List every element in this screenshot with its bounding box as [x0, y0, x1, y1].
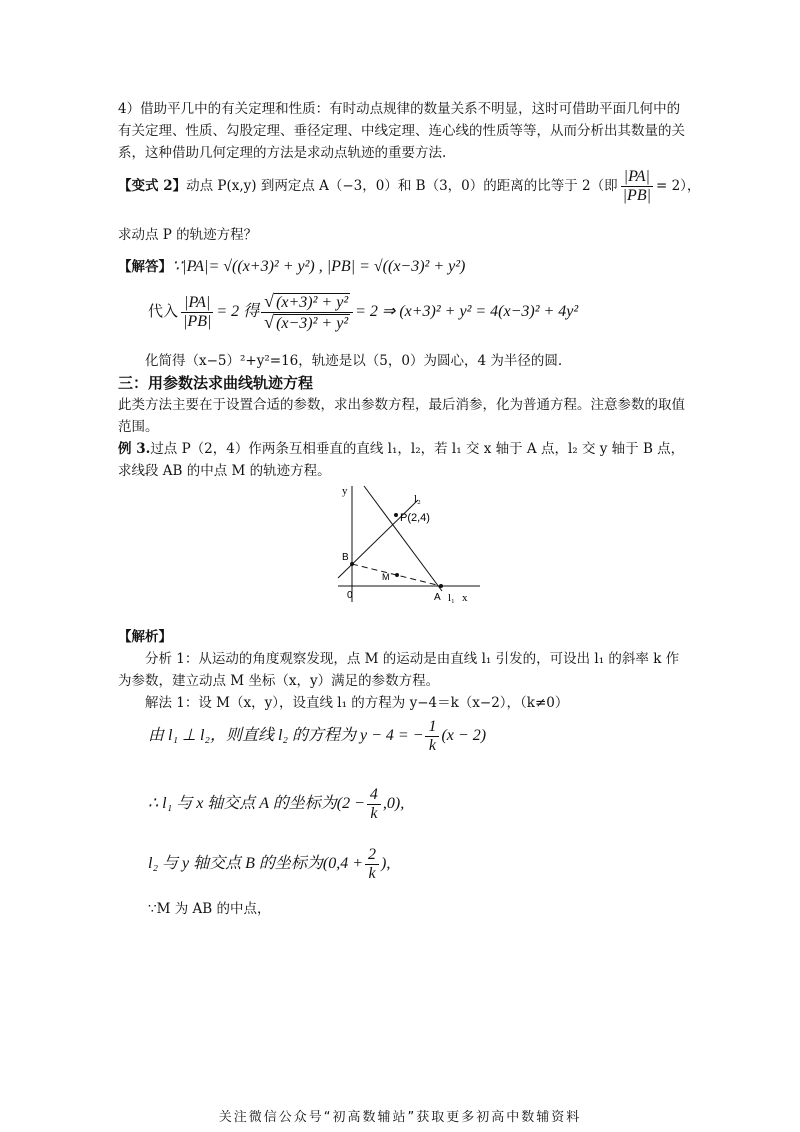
ratio-fraction: $\frac{|PA|}{|PB|}$ — [622, 168, 651, 204]
paragraph-method-4: 4）借助平几中的有关定理和性质：有时动点规律的数量关系不明显，这时可借助平面几何中的有关定理、性质、勾股定理、垂径定理、中线定理、连心线的性质等等，从而分析出其数量的关系，这种借助几何定理的方法是求动点轨迹的重要方法. — [118, 101, 685, 161]
label-origin: 0 — [347, 590, 353, 601]
label-m: M — [382, 572, 390, 582]
line-l1 — [364, 486, 442, 591]
label-l1: l₁ — [448, 592, 455, 604]
answer-root-fraction: $\frac{\text{√ (x+3)² + y²}}{\text{√ (x−3)² + y²}}$ — [261, 292, 353, 333]
point-b — [350, 562, 354, 566]
midpoint-line: ∵M 为 AB 的中点， — [148, 901, 271, 917]
answer-ratio-fraction: $\frac{|PA|}{|PB|}$ — [183, 294, 212, 330]
section-3-text: 此类方法主要在于设置合适的参数，求出参数方程，最后消参，化为普通方程。注意参数的取值范围。 — [118, 397, 685, 435]
label-y: y — [342, 485, 348, 497]
label-x: x — [462, 592, 468, 604]
example-3-label: 例 3. — [118, 441, 151, 457]
label-a: A — [434, 592, 441, 603]
label-p: P(2,4) — [400, 512, 430, 524]
variant-2-label: 【变式 2】 — [118, 178, 187, 194]
point-m — [395, 573, 399, 577]
point-p — [394, 513, 398, 517]
variant-2-text: 动点 P(x,y) 到两定点 A（−3，0）和 B（3，0）的距离的比等于 2（即 — [186, 178, 618, 194]
solution-1: 解法 1：设 M（x，y），设直线 l₁ 的方程为 y−4＝k（x−2），（k≠0） — [145, 695, 569, 711]
answer-line-3: 化简得（x−5）²+y²=16，轨迹是以（5，0）为圆心，4 为半径的圆. — [145, 353, 563, 369]
answer-label: 【解答】 — [118, 259, 172, 275]
footer-promo: 关注微信公众号“初高数辅站”获取更多初高中数辅资料 — [218, 1110, 582, 1125]
answer-line-1: 【解答】∵|PA|= √((x+3)² + y²) , |PB| = √((x−3)² + y²) — [118, 258, 466, 275]
answer-line-2: 代入 $\frac{|PA|}{|PB|}$ = 2 得 $\frac{\text{√ (x+3)² + y²}}{\text{√ (x−3)² + y²}}$ = 2 ⇒ (x+3)² + y² = 4(x−3)² + 4y² — [148, 291, 579, 332]
label-l2: l₂ — [414, 493, 421, 505]
section-3-title: 三：用参数法求曲线轨迹方程 — [118, 374, 314, 392]
label-b: B — [342, 552, 349, 563]
equation-point-a: ∴ l₁ 与 x 轴交点 A 的坐标为(2 − $\frac{4}{k}$ ,0), — [148, 786, 405, 822]
equation-point-b: l₂ 与 y 轴交点 B 的坐标为(0,4 + $\frac{2}{k}$ ), — [148, 846, 391, 882]
example-3: 例 3.过点 P（2，4）作两条互相垂直的直线 l₁，l₂，若 l₁ 交 x 轴于 A 点，l₂ 交 y 轴于 B 点，求线段 AB 的中点 M 的轨迹方程。 — [118, 441, 685, 479]
variant-2-question: 【变式 2】动点 P(x,y) 到两定点 A（−3，0）和 B（3，0）的距离的比等于 2（即 $\frac{|PA|}{|PB|}$ = 2）， — [118, 168, 701, 204]
equation-l2: 由 l₁ ⊥ l₂，则直线 l₂ 的方程为 y − 4 = − $\frac{1}{k}$ (x − 2) — [148, 718, 487, 754]
analysis-label: 【解析】 — [118, 629, 172, 645]
variant-2-question-end: 求动点 P 的轨迹方程？ — [118, 227, 258, 243]
coordinate-diagram — [330, 480, 490, 610]
analysis-1: 分析 1：从运动的角度观察发现，点 M 的运动是由直线 l₁ 引发的，可设出 l₁ 的斜率 k 作为参数，建立动点 M 坐标（x，y）满足的参数方程。 — [118, 651, 680, 689]
point-a — [439, 584, 443, 588]
